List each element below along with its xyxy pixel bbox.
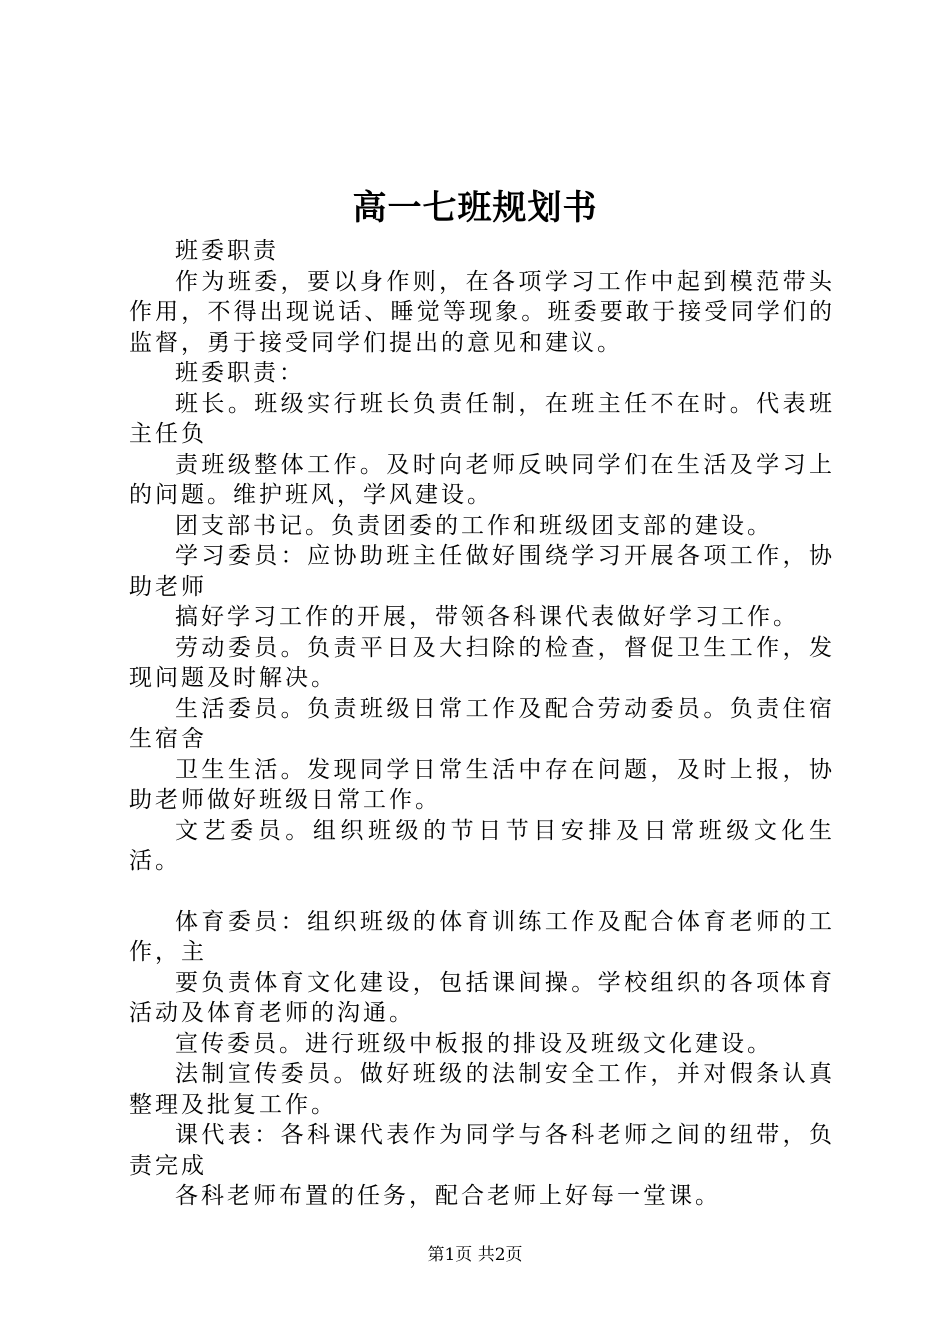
paragraph: 搞好学习工作的开展，带领各科课代表做好学习工作。: [175, 604, 799, 630]
paragraph: 作为班委，要以身作则，在各项学习工作中起到模范带头作用，不得出现说话、睡觉等现象。班委要敢于接受同学们的监督，勇于接受同学们提出的意见和建议。: [129, 268, 835, 356]
paragraph: 文艺委员。组织班级的节日节目安排及日常班级文化生活。: [129, 817, 835, 874]
document-body: [129, 236, 835, 1212]
paragraph: 各科老师布置的任务，配合老师上好每一堂课。: [175, 1183, 721, 1209]
paragraph: 学习委员：应协助班主任做好围绕学习开展各项工作，协助老师: [129, 543, 835, 600]
paragraph: 责班级整体工作。及时向老师反映同学们在生活及学习上的问题。维护班风，学风建设。: [129, 451, 835, 508]
paragraph: 体育委员：组织班级的体育训练工作及配合体育老师的工作，主: [129, 908, 835, 965]
document-title: 高一七班规划书: [352, 188, 598, 228]
paragraph: 法制宣传委员。做好班级的法制安全工作，并对假条认真整理及批复工作。: [129, 1061, 835, 1118]
paragraph: 班长。班级实行班长负责任制，在班主任不在时。代表班主任负: [129, 390, 835, 447]
paragraph: 课代表：各科课代表作为同学与各科老师之间的纽带，负责完成: [129, 1122, 835, 1179]
paragraph: 卫生生活。发现同学日常生活中存在问题，及时上报，协助老师做好班级日常工作。: [129, 756, 835, 813]
blank-line: [129, 877, 835, 907]
paragraph: 班委职责：: [175, 360, 305, 386]
paragraph: 宣传委员。进行班级中板报的排设及班级文化建设。: [175, 1030, 773, 1057]
paragraph: 劳动委员。负责平日及大扫除的检查，督促卫生工作，发现问题及时解决。: [129, 634, 835, 691]
paragraph: 生活委员。负责班级日常工作及配合劳动委员。负责住宿生宿舍: [129, 695, 835, 752]
paragraph: 班委职责: [175, 238, 279, 264]
page-number-footer: 第1页 共2页: [427, 1245, 523, 1265]
paragraph: 要负责体育文化建设，包括课间操。学校组织的各项体育活动及体育老师的沟通。: [129, 969, 835, 1026]
paragraph: 团支部书记。负责团委的工作和班级团支部的建设。: [175, 512, 773, 539]
